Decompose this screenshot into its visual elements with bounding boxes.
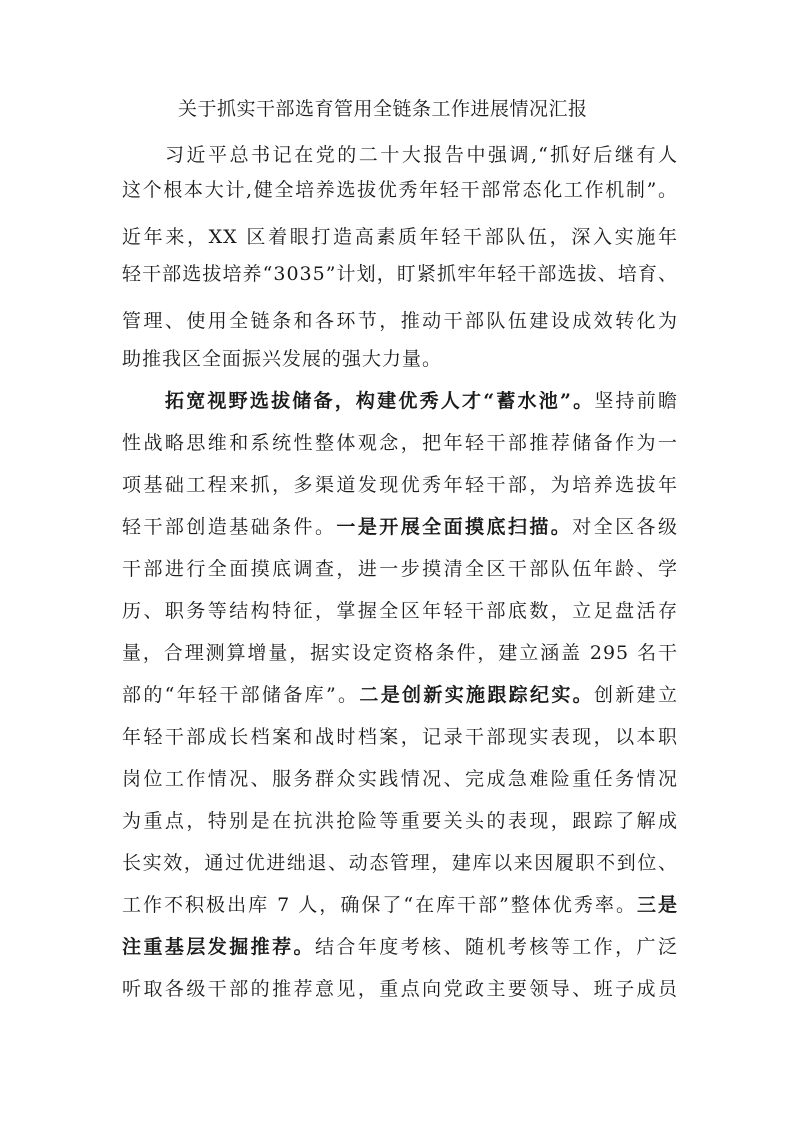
paragraph-line: 听取各级干部的推荐意见，重点向党政主要领导、班子成员 — [122, 978, 678, 1000]
paragraph-line — [122, 512, 678, 542]
paragraph-line: 管理、使用全链条和各环节，推动干部队伍建设成效转化为 — [122, 310, 678, 332]
paragraph-line: 长实效，通过优进绌退、动态管理，建库以来因履职不到位、 — [122, 852, 678, 874]
text-run: 对全区各级 — [572, 516, 678, 538]
paragraph-line — [165, 386, 678, 416]
text-run: 轻干部创造基础条件。 — [122, 516, 337, 538]
text-run: 创新建立 — [594, 684, 678, 706]
document-title: 关于抓实干部选育管用全链条工作进展情况汇报 — [178, 98, 588, 120]
paragraph-line: 习近平总书记在党的二十大报告中强调,“抓好后继有人 — [165, 144, 678, 166]
paragraph-line: 助推我区全面振兴发展的强大力量。 — [122, 348, 443, 370]
text-run: 坚持前瞻 — [594, 390, 678, 412]
paragraph-line: 性战略思维和系统性整体观念，把年轻干部推荐储备作为一 — [122, 432, 678, 454]
paragraph-line: 年轻干部成长档案和战时档案，记录干部现实表现，以本职 — [122, 726, 678, 748]
paragraph-line: 近年来，XX 区着眼打造高素质年轻干部队伍，深入实施年 — [122, 226, 678, 248]
paragraph-line: 岗位工作情况、服务群众实践情况、完成急难险重任务情况 — [122, 768, 678, 790]
paragraph-line — [122, 932, 678, 962]
paragraph-line: 轻干部选拔培养“3035”计划，盯紧抓牢年轻干部选拔、培育、 — [122, 263, 678, 285]
paragraph-line: 为重点，特别是在抗洪抢险等重要关头的表现，跟踪了解成 — [122, 810, 678, 832]
paragraph-line: 这个根本大计,健全培养选拔优秀年轻干部常态化工作机制”。 — [122, 179, 678, 201]
bold-run: 注重基层发掘推荐。 — [122, 936, 315, 958]
bold-run: 一是开展全面摸底扫描。 — [336, 516, 573, 538]
paragraph-line — [122, 680, 678, 710]
paragraph-line: 历、职务等结构特征，掌握全区年轻干部底数，立足盘活存 — [122, 600, 678, 622]
paragraph-line: 量，合理测算增量，据实设定资格条件，建立涵盖 295 名干 — [122, 642, 678, 664]
text-run: 结合年度考核、随机考核等工作，广泛 — [314, 936, 678, 958]
paragraph-line — [122, 890, 678, 920]
paragraph-line: 项基础工程来抓，多渠道发现优秀年轻干部，为培养选拔年 — [122, 474, 678, 496]
text-run: 部的“年轻干部储备库”。 — [122, 684, 360, 706]
bold-run: 二是创新实施跟踪纪实。 — [359, 684, 594, 706]
paragraph-line: 干部进行全面摸底调查，进一步摸清全区干部队伍年龄、学 — [122, 558, 678, 580]
bold-run: 三是 — [636, 894, 678, 916]
section-heading: 拓宽视野选拔储备，构建优秀人才“蓄水池”。 — [165, 390, 595, 412]
text-run: 工作不积极出库 7 人，确保了“在库干部”整体优秀率。 — [122, 894, 637, 916]
